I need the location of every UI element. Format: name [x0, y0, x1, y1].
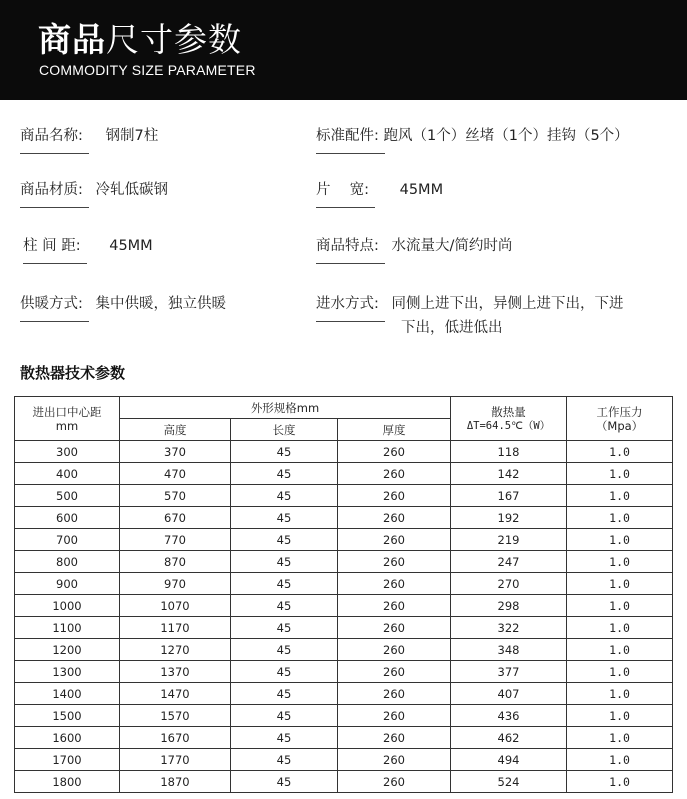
cell-height: 1870 [120, 771, 231, 793]
table-row [15, 771, 673, 793]
cell-pressure: 1.0 [567, 573, 673, 595]
cell-center-distance: 1100 [15, 617, 120, 639]
spec-spacing [23, 234, 153, 255]
spec-name [20, 124, 158, 145]
cell-length: 45 [231, 551, 338, 573]
header-pressure [567, 397, 673, 441]
cell-length: 45 [231, 771, 338, 793]
spec-accessories-value: 跑风（1个）丝堵（1个）挂钩（5个） [383, 128, 629, 144]
header-heat-output-condition: ΔT=64.5℃（W） [466, 419, 551, 432]
cell-heat-output: 322 [451, 617, 567, 639]
cell-center-distance: 1300 [15, 661, 120, 683]
cell-length: 45 [231, 595, 338, 617]
table-row [15, 441, 673, 463]
cell-length: 45 [231, 661, 338, 683]
table-body [15, 441, 673, 793]
cell-height: 1070 [120, 595, 231, 617]
spec-features [316, 234, 512, 255]
cell-heat-output: 377 [451, 661, 567, 683]
cell-thickness: 260 [338, 551, 451, 573]
spec-accessories-label: 标准配件: [316, 124, 379, 145]
cell-thickness: 260 [338, 617, 451, 639]
cell-height: 770 [120, 529, 231, 551]
cell-thickness: 260 [338, 705, 451, 727]
cell-heat-output: 494 [451, 749, 567, 771]
cell-pressure: 1.0 [567, 485, 673, 507]
cell-pressure: 1.0 [567, 705, 673, 727]
page-title-light: 尺寸参数 [106, 20, 242, 59]
table-row [15, 595, 673, 617]
table-row [15, 463, 673, 485]
table-row [15, 507, 673, 529]
table-row [15, 683, 673, 705]
cell-height: 670 [120, 507, 231, 529]
cell-pressure: 1.0 [567, 683, 673, 705]
cell-height: 470 [120, 463, 231, 485]
cell-heat-output: 348 [451, 639, 567, 661]
spec-name-value: 钢制7柱 [105, 128, 159, 144]
cell-heat-output: 436 [451, 705, 567, 727]
header-pressure-label: 工作压力 [596, 404, 643, 419]
cell-pressure: 1.0 [567, 507, 673, 529]
spec-features-label: 商品特点: [316, 234, 379, 255]
cell-height: 1670 [120, 727, 231, 749]
cell-height: 870 [120, 551, 231, 573]
spec-inlet-continued [401, 316, 503, 337]
spec-material-value: 冷轧低碳钢 [95, 182, 168, 198]
cell-thickness: 260 [338, 683, 451, 705]
cell-height: 570 [120, 485, 231, 507]
cell-pressure: 1.0 [567, 463, 673, 485]
cell-center-distance: 300 [15, 441, 120, 463]
cell-center-distance: 1800 [15, 771, 120, 793]
cell-center-distance: 1500 [15, 705, 120, 727]
spec-name-label: 商品名称: [20, 124, 83, 145]
cell-length: 45 [231, 683, 338, 705]
cell-length: 45 [231, 529, 338, 551]
cell-center-distance: 800 [15, 551, 120, 573]
cell-pressure: 1.0 [567, 617, 673, 639]
cell-length: 45 [231, 463, 338, 485]
table-row [15, 749, 673, 771]
cell-height: 1170 [120, 617, 231, 639]
cell-height: 1270 [120, 639, 231, 661]
cell-height: 970 [120, 573, 231, 595]
cell-heat-output: 247 [451, 551, 567, 573]
cell-height: 370 [120, 441, 231, 463]
header-pressure-unit: （Mpa） [595, 418, 644, 433]
page-title [38, 14, 242, 61]
cell-thickness: 260 [338, 529, 451, 551]
spec-inlet-label: 进水方式: [316, 292, 379, 313]
spec-inlet-value-line1: 同侧上进下出，异侧上进下出，下进 [391, 296, 624, 312]
cell-heat-output: 192 [451, 507, 567, 529]
cell-length: 45 [231, 573, 338, 595]
cell-thickness: 260 [338, 661, 451, 683]
header-center-distance [15, 397, 120, 441]
cell-heat-output: 298 [451, 595, 567, 617]
header-thickness: 厚度 [338, 419, 451, 441]
cell-center-distance: 1000 [15, 595, 120, 617]
cell-length: 45 [231, 507, 338, 529]
spec-material-label: 商品材质: [20, 178, 83, 199]
cell-center-distance: 700 [15, 529, 120, 551]
cell-center-distance: 1700 [15, 749, 120, 771]
cell-heat-output: 462 [451, 727, 567, 749]
table-row [15, 661, 673, 683]
cell-heat-output: 524 [451, 771, 567, 793]
cell-center-distance: 1200 [15, 639, 120, 661]
cell-thickness: 260 [338, 485, 451, 507]
cell-thickness: 260 [338, 507, 451, 529]
cell-center-distance: 1600 [15, 727, 120, 749]
cell-pressure: 1.0 [567, 529, 673, 551]
table-row [15, 617, 673, 639]
cell-height: 1370 [120, 661, 231, 683]
cell-length: 45 [231, 441, 338, 463]
cell-length: 45 [231, 485, 338, 507]
cell-heat-output: 407 [451, 683, 567, 705]
header-heat-output [451, 397, 567, 441]
spec-inlet-value-line2: 下出，低进低出 [401, 320, 503, 336]
cell-length: 45 [231, 639, 338, 661]
page-title-bold: 商品 [38, 20, 106, 59]
spec-width-label: 片 宽: [316, 178, 369, 199]
cell-center-distance: 400 [15, 463, 120, 485]
cell-pressure: 1.0 [567, 727, 673, 749]
spec-heating-value: 集中供暖，独立供暖 [95, 296, 226, 312]
table-row [15, 529, 673, 551]
cell-thickness: 260 [338, 463, 451, 485]
cell-thickness: 260 [338, 727, 451, 749]
header-height: 高度 [120, 419, 231, 441]
section-title: 散热器技术参数 [20, 364, 126, 382]
table-row [15, 705, 673, 727]
header-center-distance-unit: mm [55, 418, 79, 433]
page-subtitle: COMMODITY SIZE PARAMETER [39, 62, 256, 78]
spec-features-value: 水流量大/简约时尚 [391, 238, 513, 254]
header-length: 长度 [231, 419, 338, 441]
cell-center-distance: 600 [15, 507, 120, 529]
cell-heat-output: 118 [451, 441, 567, 463]
cell-length: 45 [231, 749, 338, 771]
spec-heating [20, 292, 226, 313]
spec-heating-label: 供暖方式: [20, 292, 83, 313]
spec-spacing-value: 45MM [109, 238, 153, 254]
cell-thickness: 260 [338, 573, 451, 595]
cell-length: 45 [231, 705, 338, 727]
cell-length: 45 [231, 617, 338, 639]
tech-params-table [14, 396, 673, 793]
cell-pressure: 1.0 [567, 749, 673, 771]
table-row [15, 727, 673, 749]
cell-center-distance: 1400 [15, 683, 120, 705]
header-banner [0, 0, 687, 100]
cell-pressure: 1.0 [567, 595, 673, 617]
spec-width-value: 45MM [399, 182, 444, 198]
cell-height: 1570 [120, 705, 231, 727]
spec-material [20, 178, 168, 199]
cell-pressure: 1.0 [567, 441, 673, 463]
cell-height: 1770 [120, 749, 231, 771]
spec-inlet [316, 292, 624, 313]
table-row [15, 551, 673, 573]
header-dimensions: 外形规格mm [120, 397, 451, 419]
cell-pressure: 1.0 [567, 639, 673, 661]
cell-pressure: 1.0 [567, 771, 673, 793]
header-heat-output-label: 散热量 [491, 404, 526, 419]
cell-heat-output: 142 [451, 463, 567, 485]
cell-pressure: 1.0 [567, 661, 673, 683]
cell-center-distance: 900 [15, 573, 120, 595]
table-row [15, 639, 673, 661]
cell-heat-output: 167 [451, 485, 567, 507]
cell-thickness: 260 [338, 771, 451, 793]
table-row [15, 573, 673, 595]
cell-height: 1470 [120, 683, 231, 705]
spec-width [316, 178, 443, 199]
header-center-distance-label: 进出口中心距 [32, 404, 102, 419]
table-row [15, 485, 673, 507]
cell-thickness: 260 [338, 441, 451, 463]
spec-accessories [316, 124, 629, 145]
cell-thickness: 260 [338, 639, 451, 661]
cell-thickness: 260 [338, 749, 451, 771]
cell-heat-output: 219 [451, 529, 567, 551]
cell-length: 45 [231, 727, 338, 749]
spec-spacing-label: 柱 间 距: [23, 234, 81, 255]
cell-heat-output: 270 [451, 573, 567, 595]
cell-thickness: 260 [338, 595, 451, 617]
cell-center-distance: 500 [15, 485, 120, 507]
cell-pressure: 1.0 [567, 551, 673, 573]
